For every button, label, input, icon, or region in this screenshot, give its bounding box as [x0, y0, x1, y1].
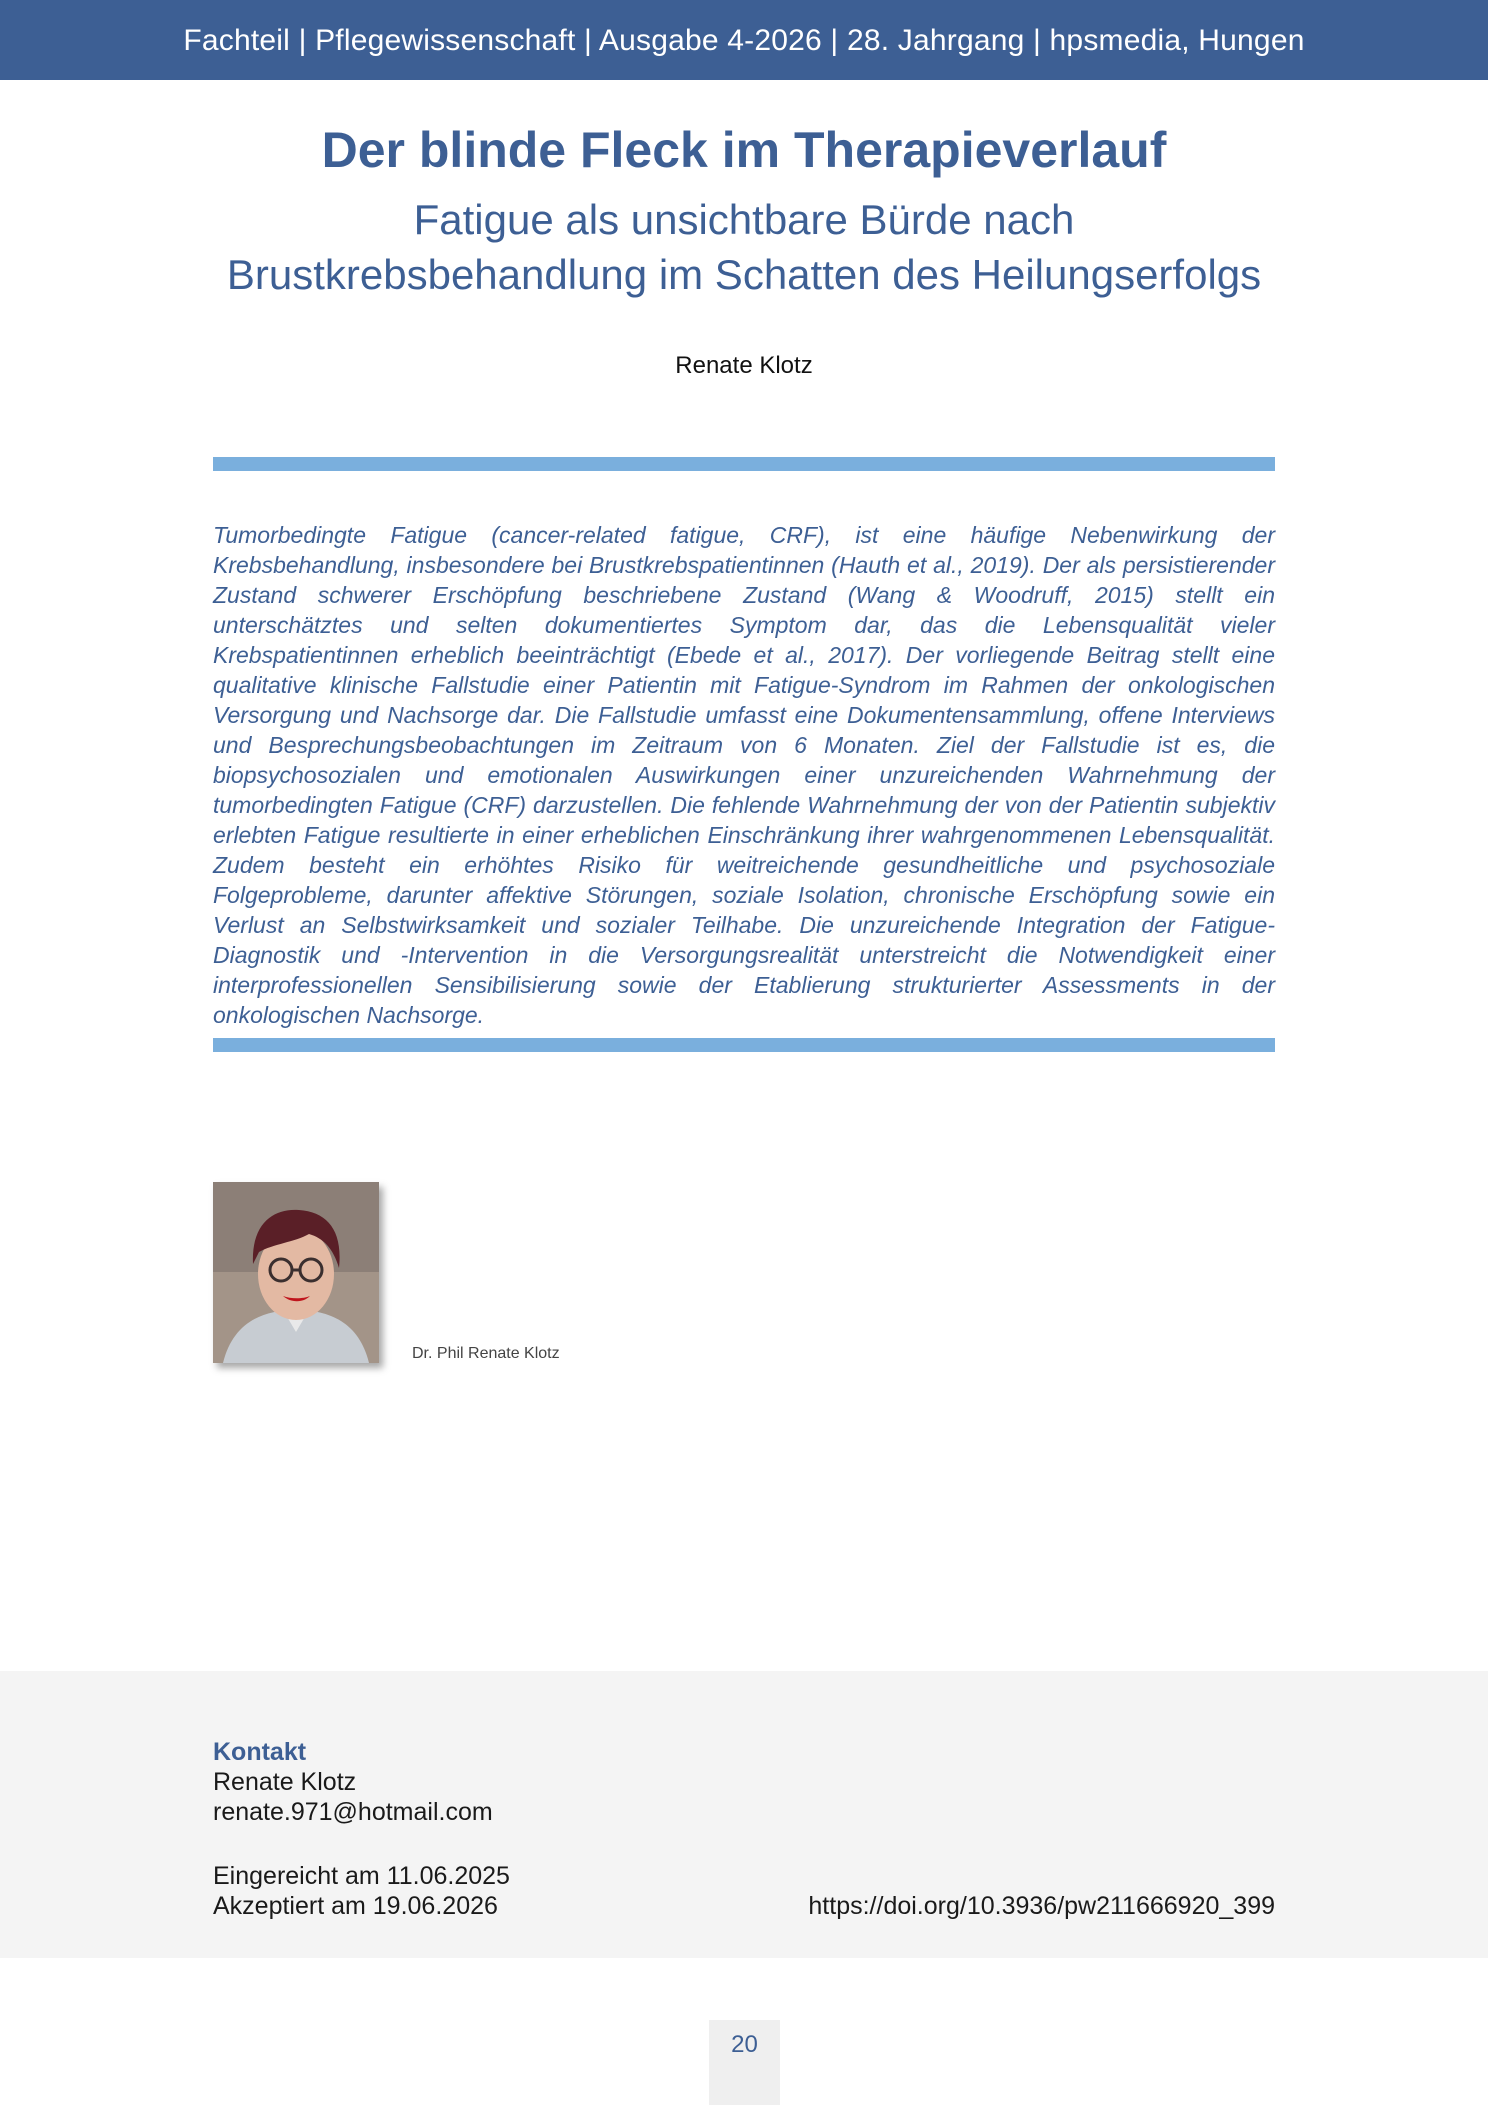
- journal-header-text: Fachteil | Pflegewissenschaft | Ausgabe 4-2026 | 28. Jahrgang | hpsmedia, Hungen: [183, 24, 1305, 57]
- doi-link[interactable]: https://doi.org/10.3936/pw211666920_399: [808, 1892, 1275, 1920]
- contact-name: Renate Klotz: [213, 1768, 357, 1796]
- contact-heading: Kontakt: [213, 1738, 307, 1766]
- submission-dates: [213, 1861, 510, 1921]
- submitted-date: Eingereicht am 11.06.2025: [213, 1862, 510, 1890]
- abstract-bottom-divider: [213, 1038, 1275, 1052]
- abstract-top-divider: [213, 457, 1275, 471]
- article-subtitle-line2: Brustkrebsbehandlung im Schatten des Heilungserfolgs: [226, 251, 1262, 298]
- page-number-box: [709, 2020, 780, 2105]
- author-portrait: [213, 1182, 379, 1363]
- article-title: Der blinde Fleck im Therapieverlauf: [321, 122, 1167, 178]
- article-abstract: Tumorbedingte Fatigue (cancer-related fatigue, CRF), ist eine häufige Nebenwirkung der Krebsbehandlung, insbesondere bei Brustkrebspatientinnen (Hauth et al., 2019). Der als persistierender Zustand schwerer Erschöpfung beschriebene Zustand (Wang & Woodruff, 2015) stellt ein unterschätztes und selten dokumentiertes Symptom dar, das die Lebensqualität vieler Krebspatientinnen erheblich beeinträchtigt (Ebede et al., 2017). Der vorliegende Beitrag stellt eine qualitative klinische Fallstudie einer Patientin mit Fatigue-Syndrom im Rahmen der onkologischen Versorgung und Nachsorge dar. Die Fallstudie umfasst eine Dokumentensammlung, offene Interviews und Besprechungsbeobachtungen im Zeitraum von 6 Monaten. Ziel der Fallstudie ist es, die biopsychosozialen und emotionalen Auswirkungen einer unzureichenden Wahrnehmung der tumorbedingten Fatigue (CRF) darzustellen. Die fehlende Wahrnehmung der von der Patientin subjektiv erlebten Fatigue resultierte in einer erheblichen Einschränkung ihrer wahrgenommenen Lebensqualität. Zudem besteht ein erhöhtes Risiko für weitreichende gesundheitliche und psychosoziale Folgeprobleme, darunter affektive Störungen, soziale Isolation, chronische Erschöpfung sowie ein Verlust an Selbstwirksamkeit und sozialer Teilhabe. Die unzureichende Integration der Fatigue-Diagnostik und -Intervention in die Versorgungsrealität unterstreicht die Notwendigkeit einer interprofessionellen Sensibilisierung sowie der Etablierung strukturierter Assessments in der onkologischen Nachsorge.: [213, 522, 1275, 1028]
- article-subtitle-line1: Fatigue als unsichtbare Bürde nach: [413, 196, 1075, 243]
- contact-email-link[interactable]: renate.971@hotmail.com: [213, 1798, 493, 1826]
- article-subtitle: [190, 192, 1298, 302]
- contact-block: [213, 1737, 493, 1827]
- journal-header-band: [0, 0, 1488, 80]
- article-author: Renate Klotz: [675, 352, 813, 379]
- accepted-date: Akzeptiert am 19.06.2026: [213, 1892, 498, 1920]
- page-number: 20: [731, 2031, 758, 2058]
- portrait-caption: Dr. Phil Renate Klotz: [412, 1345, 560, 1362]
- author-portrait-image: [213, 1182, 379, 1363]
